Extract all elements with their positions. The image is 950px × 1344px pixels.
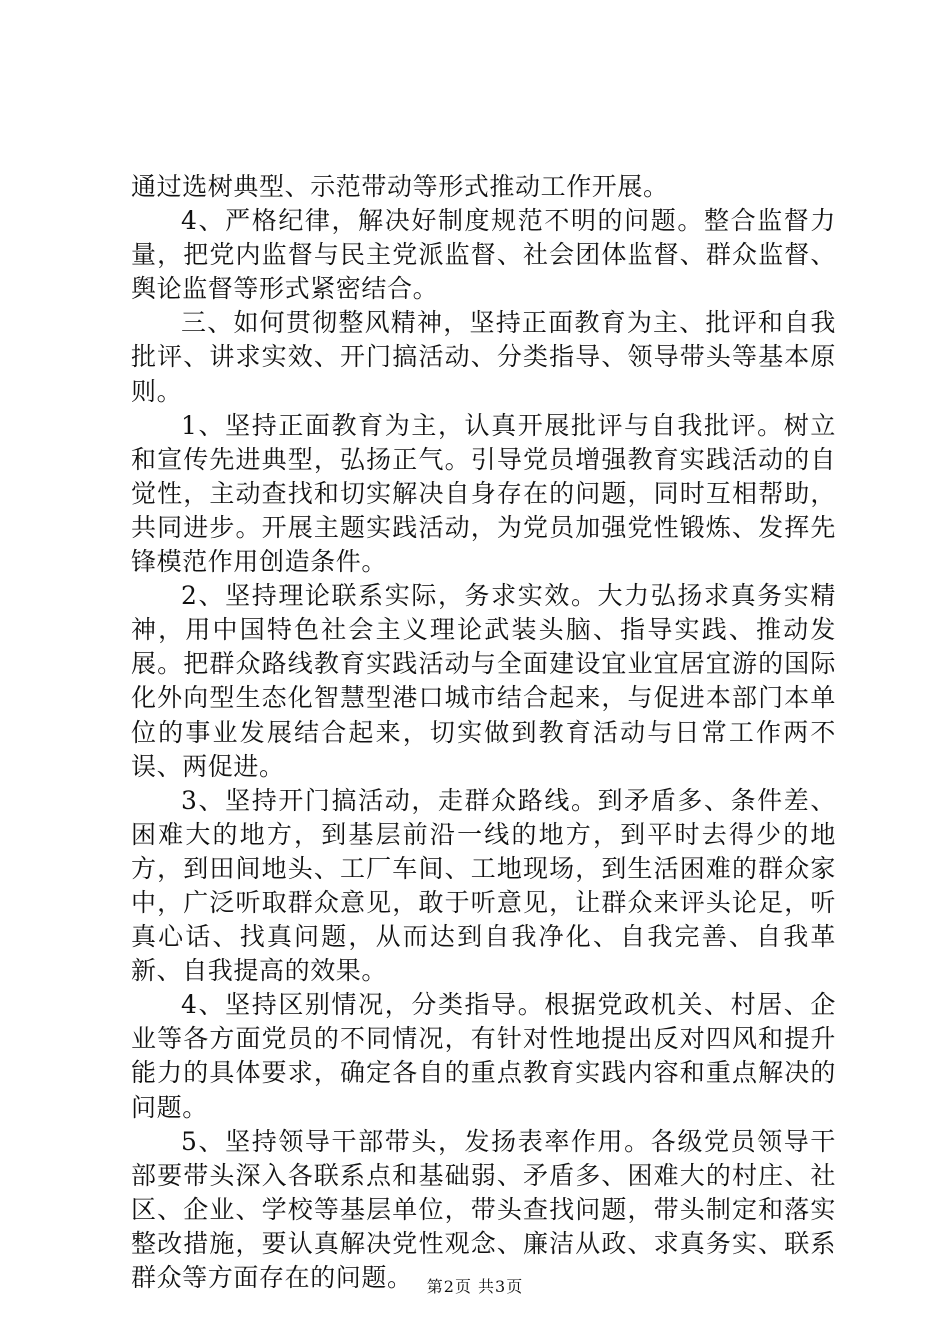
document-body	[131, 170, 836, 1295]
paragraph-item-3-open-door: 3、坚持开门搞活动，走群众路线。到矛盾多、条件差、困难大的地方，到基层前沿一线的地方，到平时去得少的地方，到田间地头、工厂车间、工地现场，到生活困难的群众家中，广泛听取群众意见，敢于听意见，让群众来评头论足，听真心话、找真问题，从而达到自我净化、自我完善、自我革新、自我提高的效果。	[131, 785, 836, 986]
paragraph-item-4-guidance: 4、坚持区别情况，分类指导。根据党政机关、村居、企业等各方面党员的不同情况，有针对性地提出反对四风和提升能力的具体要求，确定各自的重点教育实践内容和重点解决的问题。	[131, 990, 836, 1122]
paragraph-item-1-education: 1、坚持正面教育为主，认真开展批评与自我批评。树立和宣传先进典型，弘扬正气。引导党员增强教育实践活动的自觉性，主动查找和切实解决自身存在的问题，同时互相帮助，共同进步。开展主题实践活动，为党员加强党性锻炼、发挥先锋模范作用创造条件。	[131, 410, 836, 577]
paragraph-item-2-practice: 2、坚持理论联系实际，务求实效。大力弘扬求真务实精神，用中国特色社会主义理论武装头脑、指导实践、推动发展。把群众路线教育实践活动与全面建设宜业宜居宜游的国际化外向型生态化智慧型港口城市结合起来，与促进本部门本单位的事业发展结合起来，切实做到教育活动与日常工作两不误、两促进。	[131, 581, 836, 781]
paragraph-continuation: 通过选树典型、示范带动等形式推动工作开展。	[131, 172, 669, 201]
section-heading-3: 三、如何贯彻整风精神，坚持正面教育为主、批评和自我批评、讲求实效、开门搞活动、分类指导、领导带头等基本原则。	[131, 308, 836, 406]
paragraph-item-5-leadership: 5、坚持领导干部带头，发扬表率作用。各级党员领导干部要带头深入各联系点和基础弱、矛盾多、困难大的村庄、社区、企业、学校等基层单位，带头查找问题，带头制定和落实整改措施，要认真解决党性观念、廉洁从政、求真务实、联系群众等方面存在的问题。	[131, 1126, 836, 1292]
page-number-footer: 第2页 共3页	[426, 1277, 524, 1296]
paragraph-item-4-discipline: 4、严格纪律，解决好制度规范不明的问题。整合监督力量，把党内监督与民主党派监督、社会团体监督、群众监督、舆论监督等形式紧密结合。	[131, 206, 836, 304]
